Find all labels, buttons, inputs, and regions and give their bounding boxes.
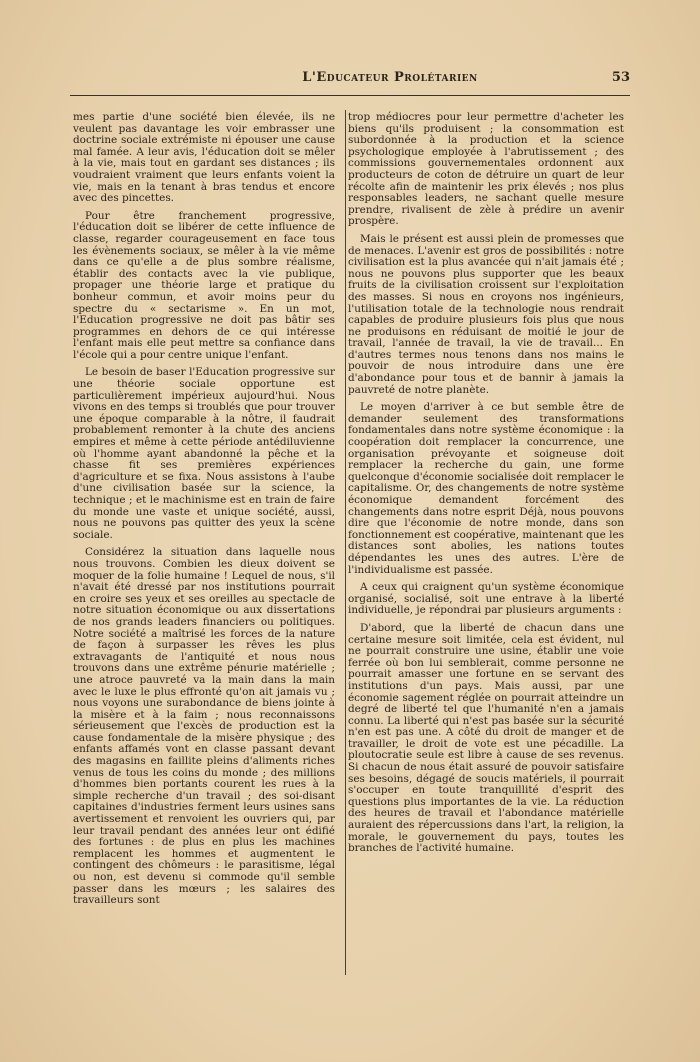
paragraph: Le besoin de baser l'Education progressive sur une théorie sociale opportune est particulièrement impérieux aujourd'hui. Nous vivons en des temps si troublés que pour trouver une époque comparable à la nôtre, il faudrait probablement remonter à la chute des anciens empires et même à cette période antédiluvienne où l'homme ayant abandonné la pêche et la chasse fit ses premières expériences d'agriculture et se fixa. Nous assistons à l'aube d'une civilisation basée sur la science, la technique ; et le machinisme est en train de faire du monde une vaste et unique société, aussi, nous ne pouvons pas quitter des yeux la scène sociale.	[73, 366, 335, 541]
column-divider	[345, 110, 346, 975]
paragraph: Le moyen d'arriver à ce but semble être de demander seulement des transformations fondamentales dans notre système économique : la coopération doit remplacer la concurrence, une organisation prévoyante et soigneuse doit remplacer la recherche du gain, une forme quelconque d'économie socialisée doit remplacer le capitalisme. Or, des changements de notre système économique demandent forcément des changements dans notre esprit Déjà, nous pouvons dire que l'économie de notre monde, dans son fonctionnement est coopérative, maintenant que les distances sont abolies, les nations toutes dépendantes les unes des autres. L'ère de l'individualisme est passée.	[348, 401, 624, 576]
left-column	[73, 112, 335, 913]
page-number: 53	[611, 70, 630, 85]
paragraph: A ceux qui craignent qu'un système économique organisé, socialisé, soit une entrave à la liberté individuelle, je répondrai par plusieurs arguments :	[348, 581, 624, 617]
paragraph: Pour être franchement progressive, l'éducation doit se libérer de cette influence de classe, regarder courageusement en face tous les évènements sociaux, se mêler à la vie même dans ce qu'elle a de plus sombre réalisme, établir des contacts avec la vie publique, propager une théorie large et pratique du bonheur commun, et avoir moins peur du spectre du « sectarisme ». En un mot, l'Education progressive ne doit pas bâtir ses programmes en dehors de ce qui intéresse l'enfant mais elle peut mettre sa confiance dans l'école qui a pour centre unique l'enfant.	[73, 209, 335, 361]
paragraph: D'abord, que la liberté de chacun dans une certaine mesure soit limitée, cela est évident, nul ne pourrait construire une usine, établir une voie ferrée où bon lui semblerait, comme personne ne pourrait amasser une fortune en se servant des institutions d'un pays. Mais aussi, par une économie sagement réglée on pourrait atteindre un degré de liberté tel que l'humanité n'en a jamais connu. La liberté qui n'est pas basée sur la sécurité n'en est pas une. A côté du droit de manger et de travailler, le droit de vote est une pécadille. La ploutocratie seule est libre à cause de ses revenus. Si chacun de nous était assuré de pouvoir satisfaire ses besoins, dégagé de soucis matériels, il pourrait s'occuper en toute tranquillité d'esprit des questions plus importantes de la vie. La réduction des heures de travail et l'abondance matérielle auraient des répercussions dans l'art, la religion, la morale, le gouvernement du pays, toutes les branches de l'activité humaine.	[348, 621, 624, 855]
paragraph: Mais le présent est aussi plein de promesses que de menaces. L'avenir est gros de possibilités : notre civilisation est la plus avancée qui n'ait jamais été ; nous ne pouvons plus supporter que les beaux fruits de la civilisation croissent sur l'exploitation des masses. Si nous en croyons nos ingénieurs, l'utilisation totale de la technologie nous rendrait capables de produire plusieurs fois plus que nous ne produisons en réduisant de moitié le jour de travail, l'année de travail, la vie de travail... En d'autres termes nous tenons dans nos mains le pouvoir de nous introduire dans une ère d'abondance pour tous et de bannir à jamais la pauvreté de notre planète.	[348, 232, 624, 396]
page-header	[70, 70, 630, 92]
running-title: L'Educateur Prolétarien	[302, 70, 478, 85]
paragraph: Considérez la situation dans laquelle nous nous trouvons. Combien les dieux doivent se moquer de la folie humaine ! Lequel de nous, s'il n'avait été dressé par nos institutions pourrait en croire ses yeux et ses oreilles au spectacle de notre situation économique ou aux dissertations de nos grands leaders financiers ou politiques. Notre société a maîtrisé les forces de la nature de façon à surpasser les rêves les plus extravagants de l'antiquité et nous nous trouvons dans une extrême pénurie matérielle ; une atroce pauvreté va la main dans la main avec le luxe le plus effronté qu'on ait jamais vu ; nous voyons une surabondance de biens jointe à la misère et à la faim ; nous reconnaissons sérieusement que l'excès de production est la cause fondamentale de la misère physique ; des enfants affamés vont en classe passant devant des magasins en faillite pleins d'aliments riches venus de tous les coins du monde ; des millions d'hommes bien portants courent les rues à la simple recherche d'un travail ; des soi-disant capitaines d'industries ferment leurs usines sans avertissement et renvoient les ouvriers qui, par leur travail pendant des années leur ont édifié des fortunes : de plus en plus les machines remplacent les hommes et augmentent le contingent des chômeurs : le parasitisme, légal ou non, est devenu si commode qu'il semble passer dans les mœurs ; les salaires des travailleurs sont	[73, 546, 335, 907]
right-column	[348, 112, 624, 861]
header-rule	[70, 95, 630, 96]
paragraph: mes partie d'une société bien élevée, ils ne veulent pas davantage les voir embrasser une doctrine sociale extrémiste ni épouser une cause mal famée. A leur avis, l'éducation doit se mêler à la vie, mais tout en gardant ses distances ; ils voudraient vraiment que leurs enfants voient la vie, mais en la tenant à bras tendus et encore avec des pincettes.	[73, 111, 335, 205]
paragraph: trop médiocres pour leur permettre d'acheter les biens qu'ils produisent ; la consommation est subordonnée à la production et la science psychologique employée à l'abrutissement ; des commissions gouvernementales ordonnent aux producteurs de coton de détruire un quart de leur récolte afin de maintenir les prix élevés ; nos plus responsables leaders, ne sachant quelle mesure prendre, rivalisent de zèle à prédire un avenir prospère.	[348, 111, 624, 228]
